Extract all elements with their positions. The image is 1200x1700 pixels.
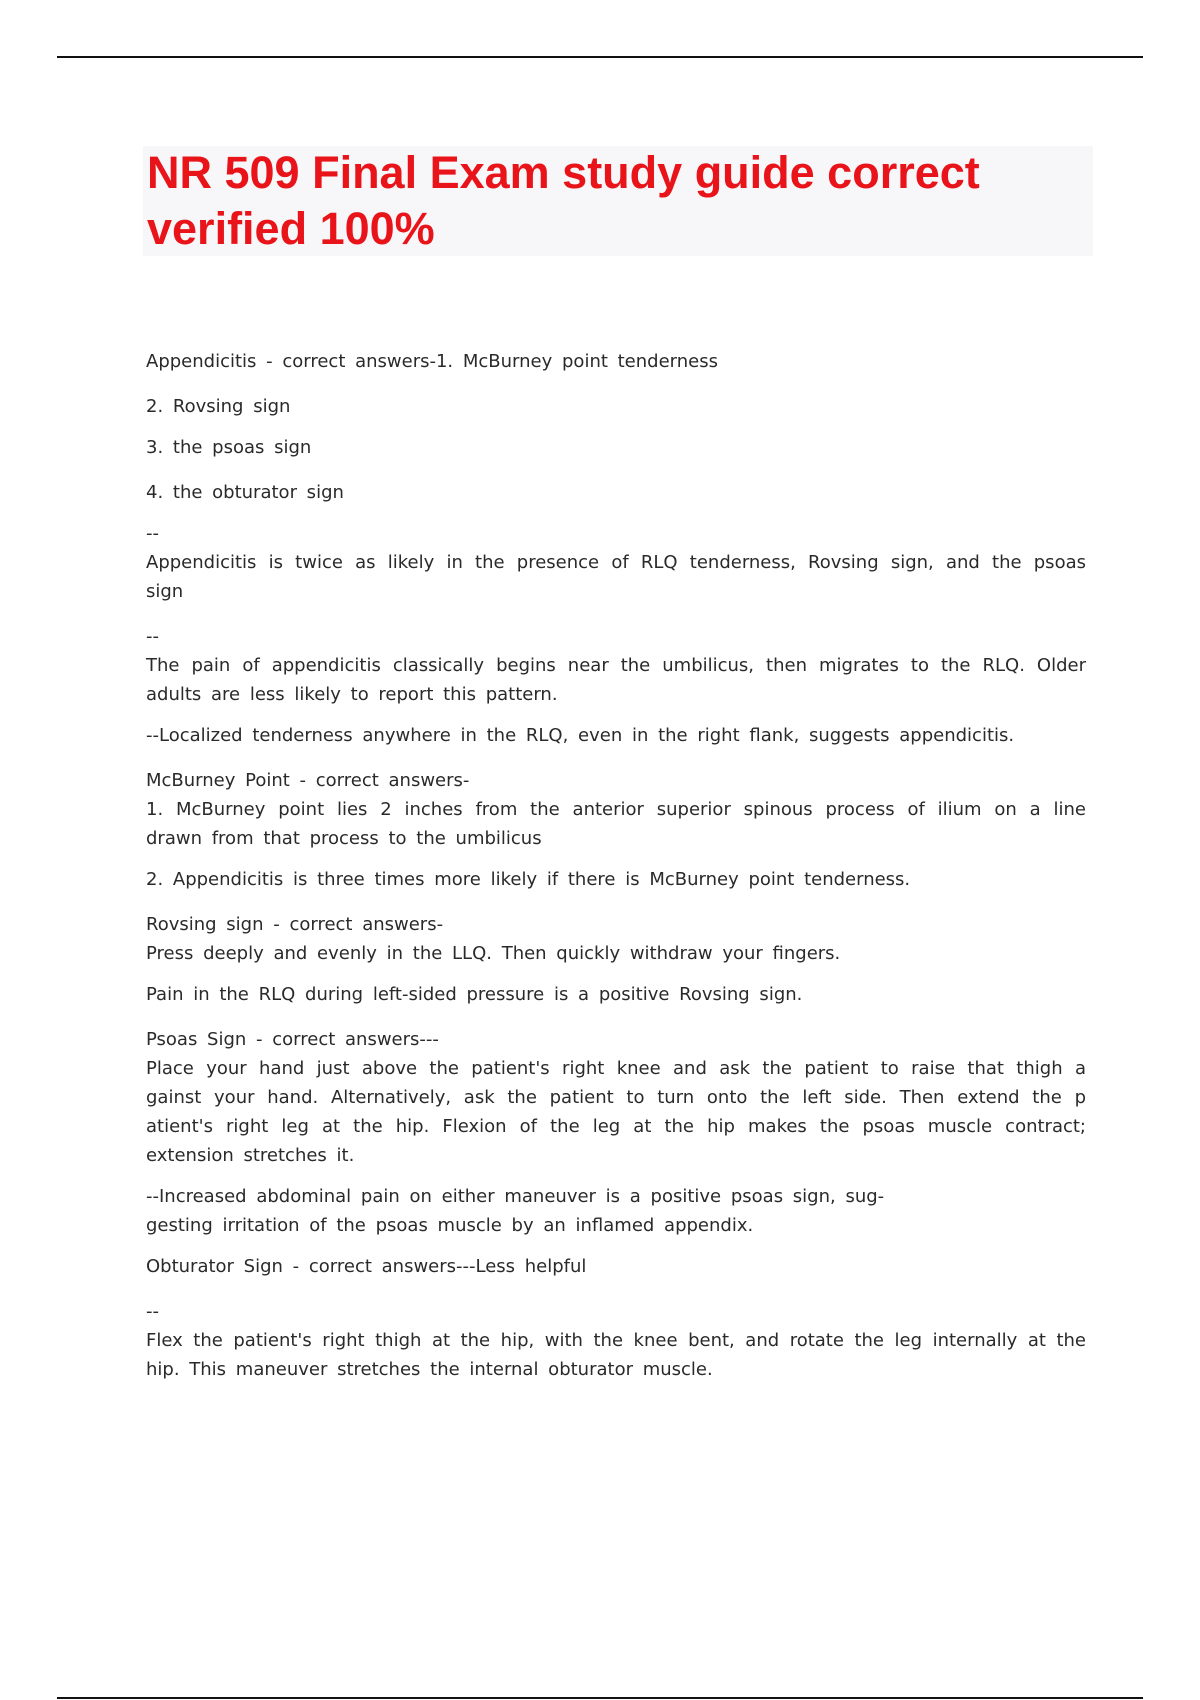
separator: --	[146, 1301, 159, 1322]
paragraph-appendicitis-heading: Appendicitis - correct answers-1. McBurney point tenderness	[146, 351, 718, 372]
paragraph-pain-pattern: The pain of appendicitis classically begins near the umbilicus, then migrates to the RLQ. Older adults are less likely to report this pattern.	[146, 655, 1086, 705]
paragraph-psoas-positive-cont: gesting irritation of the psoas muscle by an inflamed appendix.	[146, 1215, 754, 1236]
bottom-rule	[57, 1697, 1143, 1699]
separator: --	[146, 523, 159, 544]
paragraph-rovsing-positive: Pain in the RLQ during left-sided pressure is a positive Rovsing sign.	[146, 984, 803, 1005]
paragraph-psoas-positive: --Increased abdominal pain on either maneuver is a positive psoas sign, sug-	[146, 1186, 885, 1207]
list-item-obturator: 4. the obturator sign	[146, 482, 344, 503]
heading-obturator-sign: Obturator Sign - correct answers---Less helpful	[146, 1256, 587, 1277]
heading-mcburney-point: McBurney Point - correct answers-	[146, 770, 470, 791]
heading-rovsing-sign: Rovsing sign - correct answers-	[146, 914, 444, 935]
separator: --	[146, 626, 159, 647]
list-item-rovsing: 2. Rovsing sign	[146, 396, 291, 417]
paragraph-obturator-method: Flex the patient's right thigh at the hip, with the knee bent, and rotate the leg internally at the hip. This maneuver stretches the internal obturator muscle.	[146, 1330, 1086, 1380]
paragraph-likelihood: Appendicitis is twice as likely in the presence of RLQ tenderness, Rovsing sign, and the psoas sign	[146, 552, 1086, 602]
paragraph-rovsing-method: Press deeply and evenly in the LLQ. Then quickly withdraw your fingers.	[146, 943, 841, 964]
paragraph-mcburney-likelihood: 2. Appendicitis is three times more likely if there is McBurney point tenderness.	[146, 869, 911, 890]
top-rule	[57, 56, 1143, 58]
page-title: NR 509 Final Exam study guide correct verified 100%	[147, 147, 980, 254]
heading-psoas-sign: Psoas Sign - correct answers---	[146, 1029, 439, 1050]
document-body	[146, 347, 1086, 1384]
paragraph-mcburney-location: 1. McBurney point lies 2 inches from the anterior superior spinous process of ilium on a line drawn from that process to the umbilicus	[146, 799, 1086, 849]
paragraph-localized-tenderness: --Localized tenderness anywhere in the RLQ, even in the right flank, suggests appendicitis.	[146, 725, 1015, 746]
paragraph-psoas-method: Place your hand just above the patient's right knee and ask the patient to raise that thigh a gainst your hand. Alternatively, ask the patient to turn onto the left side. Then extend the p atient's right leg at the hip. Flexion of the leg at the hip makes the psoas muscle contract; extension stretches it.	[146, 1058, 1086, 1166]
list-item-psoas: 3. the psoas sign	[146, 437, 312, 458]
